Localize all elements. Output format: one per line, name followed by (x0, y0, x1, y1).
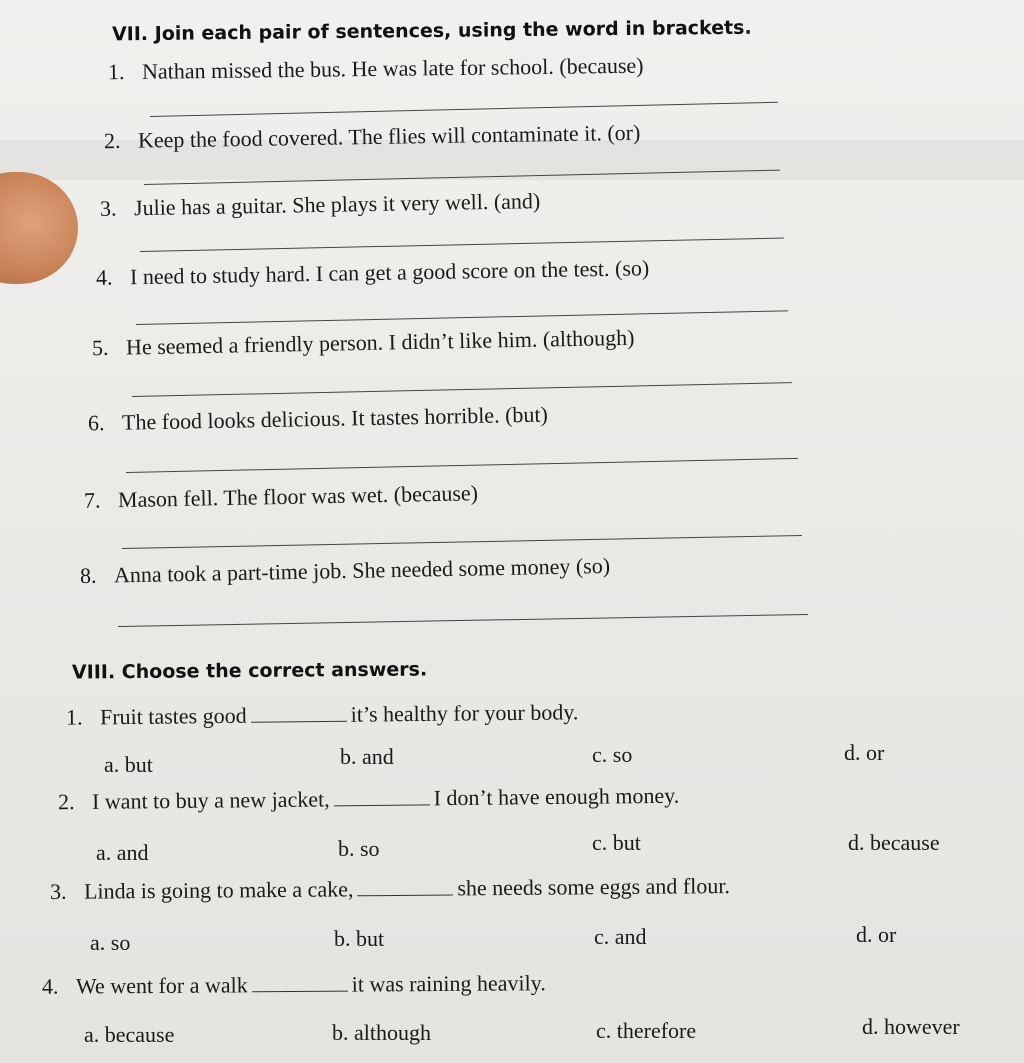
option-4a[interactable]: a. because (84, 1022, 175, 1047)
option-2c[interactable]: c. but (592, 830, 641, 855)
item-text: The food looks delicious. It tastes horrible. (but) (121, 401, 549, 435)
option-3b[interactable]: b. but (334, 926, 385, 951)
answer-blank-4[interactable] (252, 973, 348, 993)
answer-blank-3[interactable] (357, 876, 453, 896)
item-number: 5. (91, 334, 109, 361)
question-number: 2. (57, 789, 75, 815)
answer-line-7[interactable] (122, 535, 802, 549)
option-3c[interactable]: c. and (594, 924, 647, 949)
question-4 (42, 970, 546, 1000)
item-number: 4. (95, 264, 113, 290)
question-text-after: it was raining heavily. (351, 970, 546, 997)
exercise-item-4 (96, 255, 650, 291)
exercise-item-8 (80, 553, 611, 589)
option-2d[interactable]: d. because (848, 830, 940, 855)
item-number: 6. (87, 410, 105, 436)
answer-line-4[interactable] (136, 310, 788, 325)
answer-line-3[interactable] (140, 238, 784, 252)
item-number: 3. (99, 195, 117, 221)
item-text: Anna took a part-time job. She needed some money (so) (113, 552, 611, 588)
exercise-item-6 (88, 402, 548, 437)
exercise-item-5 (92, 325, 635, 361)
item-text: Nathan missed the bus. He was late for school. (because) (141, 52, 644, 84)
answer-line-8[interactable] (118, 614, 808, 627)
question-number: 3. (49, 878, 67, 904)
question-text-before: I want to buy a new jacket, (91, 786, 330, 814)
item-number: 1. (107, 59, 125, 85)
answer-line-6[interactable] (126, 458, 798, 473)
option-3a[interactable]: a. so (90, 930, 131, 955)
exercise-item-1 (108, 53, 644, 86)
question-number: 4. (41, 973, 59, 999)
option-4b[interactable]: b. although (332, 1020, 431, 1045)
item-text: He seemed a friendly person. I didn’t like him. (although) (125, 324, 635, 360)
question-number: 1. (65, 704, 83, 730)
item-text: Julie has a guitar. She plays it very well. (and) (133, 188, 541, 221)
exercise-item-7 (84, 480, 478, 514)
item-text: Mason fell. The floor was wet. (because) (117, 480, 479, 513)
question-text-before: Linda is going to make a cake, (83, 876, 354, 904)
section-7-heading: VII. Join each pair of sentences, using the word in brackets. (111, 16, 752, 46)
option-3d[interactable]: d. or (856, 922, 897, 947)
option-4c[interactable]: c. therefore (596, 1018, 697, 1043)
option-1a[interactable]: a. but (104, 752, 153, 777)
option-4d[interactable]: d. however (862, 1014, 960, 1039)
item-number: 7. (83, 487, 101, 513)
question-text-after: she needs some eggs and flour. (457, 873, 731, 901)
answer-blank-2[interactable] (334, 786, 430, 806)
option-1d[interactable]: d. or (844, 740, 885, 765)
answer-line-5[interactable] (132, 382, 792, 397)
question-3 (50, 873, 730, 905)
question-2 (58, 783, 679, 816)
exercise-item-3 (100, 188, 541, 222)
question-text-before: We went for a walk (75, 972, 248, 999)
question-1 (66, 699, 579, 730)
option-2a[interactable]: a. and (96, 840, 149, 865)
option-1b[interactable]: b. and (340, 744, 394, 769)
question-text-after: I don’t have enough money. (433, 782, 680, 811)
question-text-before: Fruit tastes good (99, 702, 247, 730)
item-text: Keep the food covered. The flies will contaminate it. (or) (137, 119, 641, 153)
question-text-after: it’s healthy for your body. (350, 699, 579, 727)
item-text: I need to study hard. I can get a good score on the test. (so) (129, 255, 650, 290)
section-8-heading: VIII. Choose the correct answers. (71, 658, 428, 684)
option-1c[interactable]: c. so (592, 742, 633, 767)
thumb-photo (0, 172, 78, 284)
option-2b[interactable]: b. so (338, 836, 380, 861)
item-number: 8. (79, 562, 97, 589)
answer-blank-1[interactable] (251, 703, 347, 723)
answer-line-1[interactable] (150, 102, 778, 117)
item-number: 2. (103, 127, 121, 154)
